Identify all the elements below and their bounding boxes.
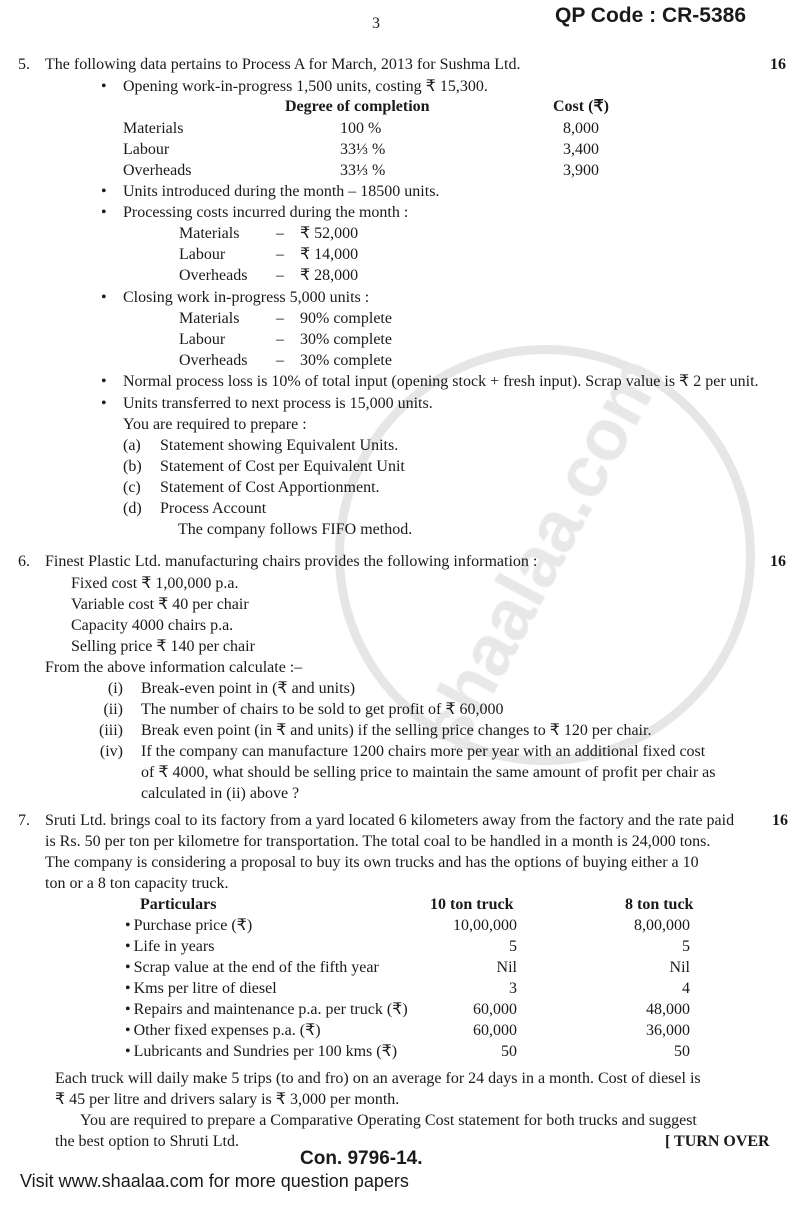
table-header: 8 ton tuck (625, 896, 694, 913)
item-value: ₹ 14,000 (300, 246, 359, 263)
cost-value: 8,000 (563, 120, 599, 137)
opening-wip: • Opening work-in-progress 1,500 units, costing ₹ 15,300. (123, 78, 488, 96)
ten-ton-value: 50 (501, 1043, 517, 1060)
eight-ton-value: 36,000 (646, 1022, 690, 1039)
question-text: Sruti Ltd. brings coal to its factory from a yard located 6 kilometers away from the factory and the rate paid (45, 812, 735, 829)
marks: 16 (772, 812, 788, 829)
dash: – (276, 352, 284, 369)
part-text: Statement of Cost Apportionment. (160, 479, 380, 496)
info-line: Variable cost ₹ 40 per chair (71, 596, 249, 613)
item-label: Overheads (179, 352, 248, 369)
body-text: ₹ 45 per litre and drivers salary is ₹ 3,000 per month. (55, 1091, 400, 1108)
ten-ton-value: 5 (509, 938, 517, 955)
marks: 16 (770, 56, 786, 73)
info-line: Fixed cost ₹ 1,00,000 p.a. (71, 575, 239, 592)
ten-ton-value: Nil (496, 959, 517, 976)
part-label: (iv) (99, 743, 123, 760)
item-label: Labour (179, 331, 226, 348)
item-label: Materials (179, 225, 240, 242)
item-value: 30% complete (300, 352, 392, 369)
dash: – (276, 246, 284, 263)
item-value: ₹ 52,000 (300, 225, 359, 242)
normal-loss: • Normal process loss is 10% of total input (opening stock + fresh input). Scrap value is ₹ 2 per unit. (123, 373, 759, 391)
part-label: (i) (107, 680, 123, 697)
info-line: Selling price ₹ 140 per chair (71, 638, 255, 655)
qp-code: QP Code : CR-5386 (555, 4, 746, 27)
part-text: Statement of Cost per Equivalent Unit (160, 458, 405, 475)
turn-over: [ TURN OVER (665, 1133, 770, 1150)
required-text: You are required to prepare : (123, 416, 307, 433)
ten-ton-value: 60,000 (473, 1001, 517, 1018)
table-header: Cost (₹) (553, 98, 609, 115)
question-text: The following data pertains to Process A for March, 2013 for Sushma Ltd. (45, 56, 521, 73)
part-label: (ii) (103, 701, 123, 718)
cost-value: 3,900 (563, 162, 599, 179)
part-text: Process Account (160, 500, 267, 517)
footer-link[interactable]: Visit www.shaalaa.com for more question papers (20, 1171, 409, 1191)
part-text: Break-even point in (₹ and units) (141, 680, 356, 697)
row-label: Labour (123, 141, 170, 158)
units-transferred: • Units transferred to next process is 15,000 units. (123, 395, 433, 413)
question-text: Finest Plastic Ltd. manufacturing chairs provides the following information : (45, 553, 538, 570)
question-number: 5. (18, 56, 30, 73)
eight-ton-value: 8,00,000 (634, 917, 690, 934)
item-label: Materials (179, 310, 240, 327)
marks: 16 (770, 553, 786, 570)
item-value: ₹ 28,000 (300, 267, 359, 284)
table-header: 10 ton truck (430, 896, 514, 913)
part-label: (b) (123, 458, 142, 475)
dash: – (276, 310, 284, 327)
question-text: The company is considering a proposal to buy its own trucks and has the options of buying either a 10 (45, 854, 699, 871)
question-text: is Rs. 50 per ton per kilometre for transportation. The total coal to be handled in a month is 24,000 tons. (45, 833, 711, 850)
part-text: Break even point (in ₹ and units) if the selling price changes to ₹ 120 per chair. (141, 722, 652, 739)
question-number: 6. (18, 553, 30, 570)
processing-title: • Processing costs incurred during the month : (123, 204, 408, 222)
cost-value: 3,400 (563, 141, 599, 158)
part-text: Statement showing Equivalent Units. (160, 437, 399, 454)
info-line: Capacity 4000 chairs p.a. (71, 617, 234, 634)
dash: – (276, 267, 284, 284)
part-label: (iii) (99, 722, 123, 739)
body-text: Each truck will daily make 5 trips (to and fro) on an average for 24 days in a month. Cost of diesel is (55, 1070, 701, 1087)
eight-ton-value: 50 (674, 1043, 690, 1060)
body-text: You are required to prepare a Comparative Operating Cost statement for both trucks and suggest (80, 1112, 697, 1129)
item-value: 90% complete (300, 310, 392, 327)
part-text: calculated in (ii) above ? (141, 785, 300, 802)
row-label: Materials (123, 120, 184, 137)
dash: – (276, 331, 284, 348)
eight-ton-value: 5 (682, 938, 690, 955)
eight-ton-value: Nil (669, 959, 690, 976)
ten-ton-value: 3 (509, 980, 517, 997)
item-label: Overheads (179, 267, 248, 284)
ten-ton-value: 60,000 (473, 1022, 517, 1039)
part-text: If the company can manufacture 1200 chairs more per year with an additional fixed cost (141, 743, 706, 760)
part-label: (a) (123, 437, 141, 454)
completion-value: 33⅓ % (340, 162, 386, 179)
completion-value: 100 % (340, 120, 382, 137)
part-label: (d) (123, 500, 142, 517)
row-label: Overheads (123, 162, 192, 179)
completion-value: 33⅓ % (340, 141, 386, 158)
page-number: 3 (372, 15, 380, 32)
table-header: Degree of completion (285, 98, 430, 115)
part-text: of ₹ 4000, what should be selling price to maintain the same amount of profit per chair as (141, 764, 716, 781)
particular-label: • Other fixed expenses p.a. (₹) (125, 1022, 321, 1040)
particular-label: • Lubricants and Sundries per 100 kms (₹) (125, 1043, 397, 1061)
eight-ton-value: 48,000 (646, 1001, 690, 1018)
item-label: Labour (179, 246, 226, 263)
particular-label: • Repairs and maintenance p.a. per truck (₹) (125, 1001, 408, 1019)
closing-title: • Closing work in-progress 5,000 units : (123, 289, 369, 307)
question-number: 7. (18, 812, 30, 829)
table-header: Particulars (140, 896, 217, 913)
question-text: ton or a 8 ton capacity truck. (45, 875, 229, 892)
particular-label: • Life in years (125, 938, 214, 956)
item-value: 30% complete (300, 331, 392, 348)
part-text: The number of chairs to be sold to get profit of ₹ 60,000 (141, 701, 504, 718)
fifo-note: The company follows FIFO method. (178, 521, 413, 538)
part-label: (c) (123, 479, 141, 496)
con-number: Con. 9796-14. (300, 1148, 423, 1169)
body-text: the best option to Shruti Ltd. (55, 1133, 239, 1150)
particular-label: • Kms per litre of diesel (125, 980, 277, 998)
dash: – (276, 225, 284, 242)
units-introduced: • Units introduced during the month – 18500 units. (123, 183, 439, 201)
eight-ton-value: 4 (682, 980, 690, 997)
particular-label: • Scrap value at the end of the fifth year (125, 959, 379, 977)
calc-text: From the above information calculate :– (45, 659, 303, 676)
particular-label: • Purchase price (₹) (125, 917, 252, 935)
ten-ton-value: 10,00,000 (453, 917, 517, 934)
